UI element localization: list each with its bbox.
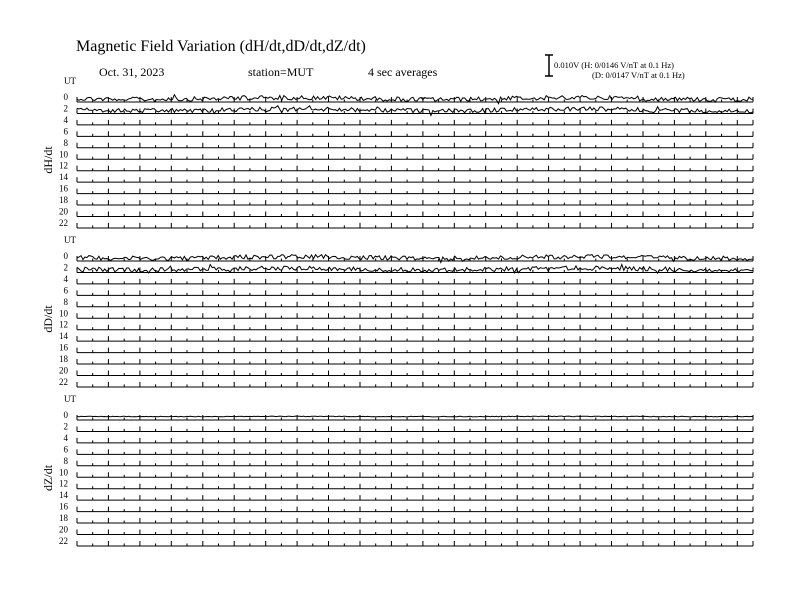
trace-2-0: [77, 416, 753, 417]
row-label-0-0: 0: [63, 92, 68, 102]
row-label-2-12: 12: [59, 478, 68, 489]
row-label-2-22: 22: [59, 535, 68, 546]
row-ticks-0-2: [93, 109, 738, 114]
row-ticks-1-14: [93, 336, 738, 341]
row-label-2-6: 6: [63, 444, 68, 455]
row-ticks-0-4: [93, 120, 738, 125]
row-ticks-2-8: [93, 461, 738, 466]
row-ticks-1-6: [93, 290, 738, 295]
row-label-1-8: 8: [63, 296, 68, 307]
row-label-0-8: 8: [63, 137, 68, 148]
row-ticks-2-16: [93, 507, 738, 512]
row-label-0-4: 4: [63, 114, 68, 125]
row-ticks-2-22: [93, 541, 738, 546]
row-ticks-0-20: [93, 212, 738, 217]
row-ticks-2-20: [93, 530, 738, 535]
row-label-2-20: 20: [59, 524, 68, 535]
row-ticks-2-4: [93, 438, 738, 443]
row-ticks-2-12: [93, 484, 738, 489]
row-ticks-1-10: [93, 313, 738, 318]
ut-label-2: UT: [64, 394, 76, 404]
row-ticks-2-14: [93, 495, 738, 500]
row-label-1-20: 20: [59, 365, 68, 376]
row-label-1-16: 16: [59, 342, 68, 353]
row-label-0-16: 16: [59, 183, 68, 194]
row-ticks-0-12: [93, 166, 738, 171]
row-label-0-2: 2: [63, 103, 68, 114]
row-ticks-2-18: [93, 518, 738, 523]
row-ticks-0-14: [93, 177, 738, 182]
row-label-1-10: 10: [59, 308, 68, 319]
row-label-1-12: 12: [59, 319, 68, 330]
row-ticks-1-22: [93, 382, 738, 387]
row-label-2-16: 16: [59, 501, 68, 512]
row-label-1-2: 2: [63, 262, 68, 273]
row-ticks-2-6: [93, 449, 738, 454]
row-label-2-4: 4: [63, 432, 68, 443]
row-ticks-0-10: [93, 154, 738, 159]
row-label-2-10: 10: [59, 467, 68, 478]
scale-h-label: (H: 0/0146 V/nT at 0.1 Hz): [581, 60, 674, 70]
row-ticks-2-0: [93, 415, 738, 420]
row-label-1-0: 0: [63, 251, 68, 261]
scale-value: 0.010V: [554, 60, 580, 70]
row-ticks-2-10: [93, 472, 738, 477]
row-label-0-20: 20: [59, 206, 68, 217]
row-label-1-18: 18: [59, 354, 68, 365]
row-ticks-1-12: [93, 325, 738, 330]
trace-0-2: [77, 106, 753, 116]
row-label-0-18: 18: [59, 195, 68, 206]
ylabel-dH-dt: dH/dt: [41, 146, 55, 174]
row-label-0-12: 12: [59, 160, 68, 171]
row-ticks-1-8: [93, 302, 738, 307]
row-ticks-1-20: [93, 371, 738, 376]
row-ticks-1-18: [93, 359, 738, 364]
row-ticks-0-6: [93, 131, 738, 136]
ylabel-dD-dt: dD/dt: [41, 305, 55, 333]
station-label: station=MUT: [248, 65, 314, 79]
row-label-1-22: 22: [59, 376, 68, 387]
row-label-0-14: 14: [59, 172, 68, 183]
row-label-2-8: 8: [63, 455, 68, 466]
averaging-label: 4 sec averages: [368, 65, 438, 79]
chart-title: Magnetic Field Variation (dH/dt,dD/dt,dZ/dt): [76, 38, 366, 55]
row-label-1-4: 4: [63, 273, 68, 284]
ut-label-1: UT: [64, 235, 76, 245]
row-ticks-0-16: [93, 189, 738, 194]
row-label-2-2: 2: [63, 421, 68, 432]
row-label-0-10: 10: [59, 149, 68, 160]
row-ticks-2-2: [93, 426, 738, 431]
row-label-2-14: 14: [59, 490, 68, 501]
row-ticks-1-16: [93, 348, 738, 353]
scale-d-label: (D: 0/0147 V/nT at 0.1 Hz): [592, 70, 685, 80]
trace-1-2: [77, 265, 753, 274]
row-label-1-14: 14: [59, 331, 68, 342]
row-ticks-1-4: [93, 279, 738, 284]
ut-label-0: UT: [64, 76, 76, 86]
row-label-2-18: 18: [59, 513, 68, 524]
row-label-1-6: 6: [63, 285, 68, 296]
row-ticks-0-8: [93, 143, 738, 148]
row-ticks-0-22: [93, 223, 738, 228]
row-label-0-6: 6: [63, 126, 68, 137]
row-label-0-22: 22: [59, 217, 68, 228]
date-label: Oct. 31, 2023: [99, 65, 165, 79]
row-ticks-0-18: [93, 200, 738, 205]
row-label-2-0: 0: [63, 410, 68, 420]
ylabel-dZ-dt: dZ/dt: [41, 464, 55, 491]
